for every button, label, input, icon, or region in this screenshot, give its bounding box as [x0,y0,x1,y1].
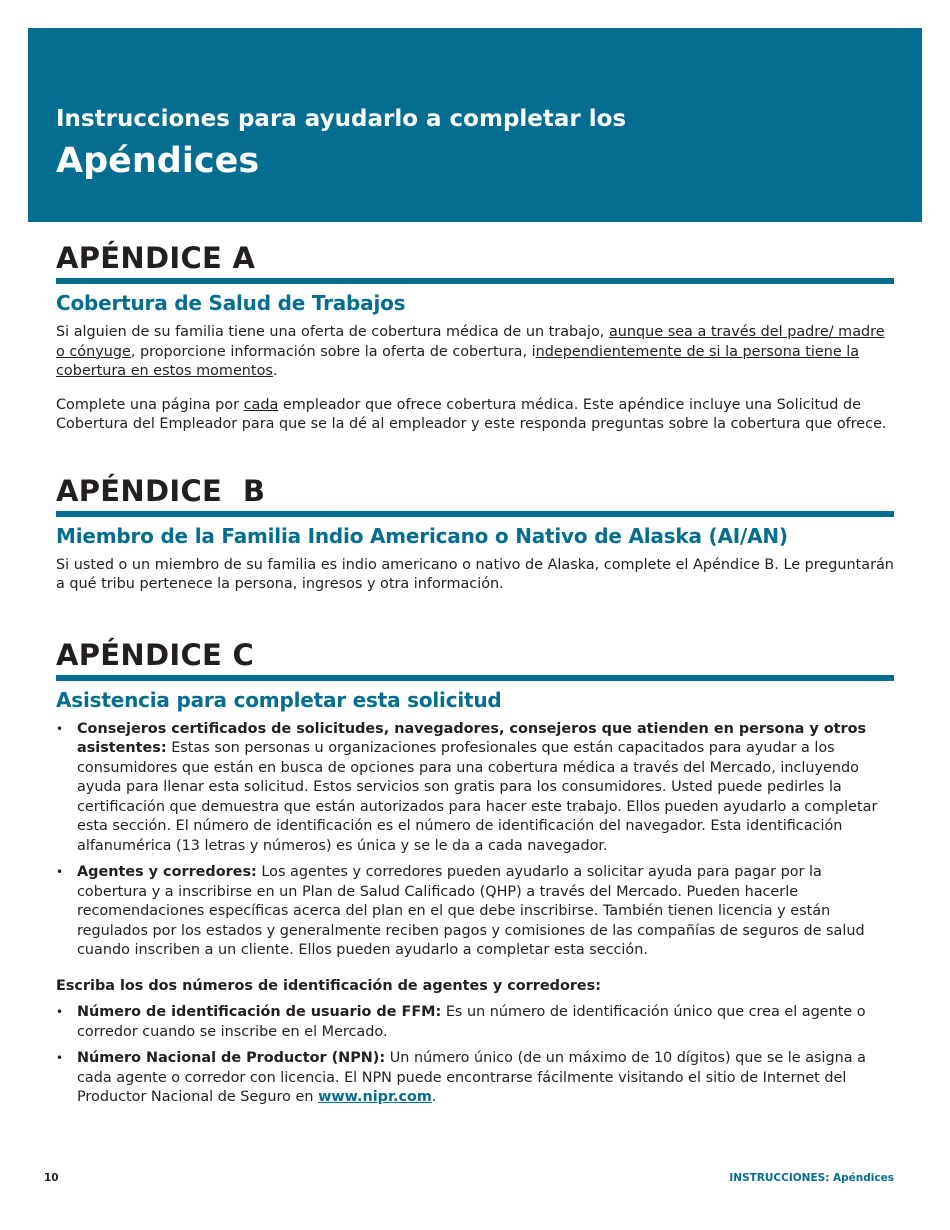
bold-label: Número de identificación de usuario de FFM: [77,1004,442,1020]
bullet-icon: • [56,865,64,879]
bullet-icon: • [56,1051,64,1065]
banner-title: Apéndices [56,141,260,181]
text-run: . [431,1089,437,1105]
nipr-link[interactable]: www.nipr.com [318,1089,432,1105]
appendix-c-title: Asistencia para completar esta solicitud [56,687,502,712]
text-run: , proporcione información sobre la oferta de cobertura, i [130,343,536,360]
page-number: 10 [44,1172,59,1184]
appendix-a-title: Cobertura de Salud de Trabajos [56,291,406,315]
appendix-a-paragraph-1 [56,323,894,382]
bold-label: Número Nacional de Productor (NPN): [77,1050,386,1066]
appendix-b-section [56,473,894,595]
id-numbers-subheading: Escriba los dos números de identificación de agentes y corredores: [56,977,602,994]
list-item [56,1003,894,1042]
appendix-c-divider [56,675,894,681]
banner-subtitle: Instrucciones para ayudarlo a completar los [56,106,627,132]
text-run: Es un número de identificación único que crea el agente o corredor cuando se inscribe en el Mercado. [77,1004,866,1040]
appendix-a-paragraph-2 [56,396,894,435]
list-item [56,863,894,961]
page-content [56,240,894,1115]
underlined-text: cada [243,396,279,413]
text-run: Si alguien de su familia tiene una oferta de cobertura médica de un trabajo, [56,324,609,340]
assistance-list [56,720,894,961]
bold-label: Agentes y corredores: [77,864,257,880]
underlined-text: aunque sea a través del padre/ madre o cónyuge [56,324,885,360]
list-item [56,720,894,857]
appendix-b-heading: APÉNDICE B [56,473,266,508]
list-item [56,1049,894,1108]
bullet-icon: • [56,1005,64,1019]
text-run: empleador que ofrece cobertura médica. Este apéndice incluye una Solicitud de Cobertura del Empleador para que se la dé al empleador y este responda preguntas sobre la cobertura que ofrece. [56,396,887,432]
text-run: Los agentes y corredores pueden ayudarlo a solicitar ayuda para pagar por la cobertura y a inscribirse en un Plan de Salud Calificado (QHP) a través del Mercado. Pueden hacerle recomendaciones específicas acerca del plan en el que debe inscribirse. También tienen licencia y están regulados por los estados y generalmente reciben pagos y comisiones de las compañías de seguros de salud cuando inscriben a un cliente. Ellos pueden ayudarlo a completar esta sección. [77,864,865,958]
footer-label: INSTRUCCIONES: Apéndices [729,1172,894,1184]
appendix-b-title: Miembro de la Familia Indio Americano o Nativo de Alaska (AI/AN) [56,523,788,548]
underlined-text: ndependientemente de si la persona tiene la cobertura en estos momentos [56,343,860,379]
header-banner [28,28,922,222]
text-run: Complete una página por [56,396,244,413]
appendix-c-section [56,637,894,1108]
appendix-a-section [56,240,894,435]
bold-label: Consejeros certificados de solicitudes, navegadores, consejeros que atienden en persona y otros asistentes: [77,720,867,756]
appendix-b-paragraph: Si usted o un miembro de su familia es indio americano o nativo de Alaska, complete el Apéndice B. Le preguntarán a qué tribu pertenece la persona, ingresos y otra información. [56,556,894,592]
text-run: . [272,363,278,379]
id-numbers-list [56,1003,894,1108]
appendix-a-heading: APÉNDICE A [56,241,256,275]
appendix-b-divider [56,511,894,517]
appendix-a-divider [56,278,894,284]
appendix-c-heading: APÉNDICE C [56,637,255,672]
text-run: Un número único (de un máximo de 10 dígitos) que se le asigna a cada agente o corredor con licencia. El NPN puede encontrarse fácilmente visitando el sitio de Internet del Productor Nacional de Seguro en [77,1050,866,1105]
text-run: Estas son personas u organizaciones profesionales que están capacitados para ayudar a los consumidores que están en busca de opciones para una cobertura médica a través del Mercado, incluyendo ayuda para llenar esta solicitud. Estos servicios son gratis para los consumidores. Usted puede pedirles la certificación que demuestra que están autorizados para hacer este trabajo. Ellos pueden ayudarlo a completar esta sección. El número de identificación es el número de identificación del navegador. Esta identificación alfanumérica (13 letras y números) es única y se le da a cada navegador. [77,740,878,854]
bullet-icon: • [56,721,64,736]
